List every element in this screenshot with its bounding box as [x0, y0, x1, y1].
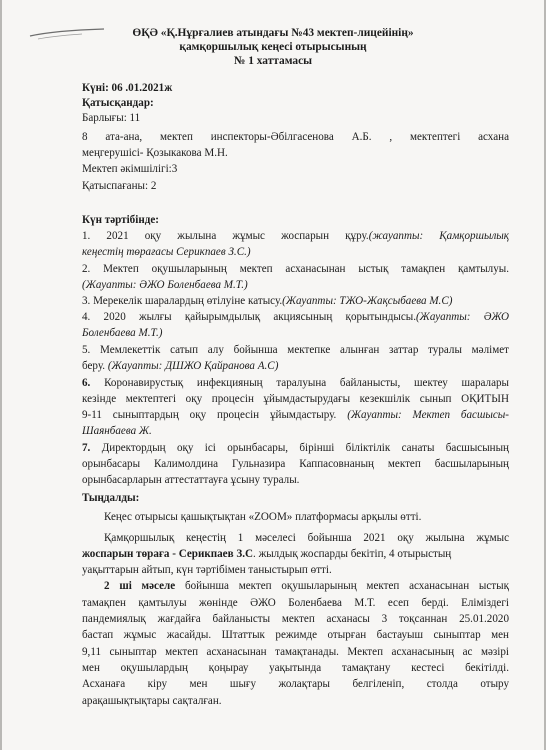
- attendees-absent: Қатыспағаны: 2: [82, 180, 157, 192]
- heard-paragraph-3-line-2: тамақпен қамтылуы жөнінде ӘЖО Боленбаева М.Т. есеп берді. Еліміздегі: [82, 597, 509, 609]
- header-line-3: № 1 хаттамасы: [233, 55, 313, 67]
- heard-paragraph-1: Кеңес отырысы қашықтықтан «ZOOM» платформасы арқылы өтті.: [104, 511, 422, 523]
- agenda-item-6-responsible: Шаянбаева Ж.: [82, 425, 152, 437]
- heard-paragraph-2-line-2: жоспарын төраға - Серикпаев З.С. жылдық жоспарды бекітіп, 4 отырыстың: [82, 548, 452, 560]
- heard-paragraph-3-line-5: 9,11 сыныптар мектеп асханасынан тамақтанады. Мектеп асханасының ас мәзірі: [82, 646, 509, 658]
- meeting-date: Күні: 06 .01.2021ж: [82, 82, 173, 94]
- attendees-heading: Қатысқандар:: [82, 97, 154, 109]
- agenda-item-1-responsible: кеңестің төрағасы Серикпаев З.С.): [82, 246, 251, 258]
- agenda-item-5-line-1: 5. Мемлекеттік сатып алу бойынша мектепке алынған заттар туралы мәлімет: [82, 344, 509, 356]
- agenda-item-7-line-1: 7. Директордың оқу ісі орынбасары, бірінші біліктілік санаты басшысының: [82, 442, 509, 454]
- agenda-item-2-line-1: 2. Мектеп оқушыларының мектеп асханасынан ыстық тамақпен қамтылуы.: [82, 263, 509, 275]
- heard-paragraph-3-line-7: Асханаға кіру мен шығу жолақтары белгіленіп, столда отыру: [82, 678, 509, 690]
- heard-paragraph-3-line-3: пандемиялық жағдайға байланысты мектеп асханасы 3 тоқсаннан 25.01.2020: [82, 613, 509, 625]
- scan-left-edge: [0, 0, 2, 750]
- heard-paragraph-2-line-1: Қамқоршылық кеңестің 1 мәселесі бойынша 2021 оқу жылына жұмыс: [104, 532, 509, 544]
- agenda-item-6-line-1: 6. Коронавирустық инфекцияның таралуына байланысты, шектеу шаралары: [82, 377, 510, 389]
- agenda-item-4-responsible: Боленбаева М.Т.): [82, 327, 163, 339]
- agenda-item-3: 3. Мерекелік шаралардың өтілуіне катысу.(Жауапты: ТЖО-Жақсыбаева М.С): [82, 295, 453, 307]
- agenda-heading: Күн тәртібінде:: [82, 214, 159, 226]
- header-line-1: ӨҚӘ «Қ.Нұрғалиев атындағы №43 мектеп-лицейінің»: [132, 27, 414, 39]
- agenda-item-4-line-1: 4. 2020 жылғы қайырымдылық акциясының қорытындысы.(Жауапты: ӘЖО: [82, 311, 510, 323]
- heard-heading: Тыңдалды:: [82, 492, 140, 504]
- agenda-item-2-responsible: (Жауапты: ӘЖО Боленбаева М.Т.): [82, 279, 248, 291]
- attendees-admin: Мектеп әкімшілігі:3: [82, 163, 178, 175]
- agenda-item-7-line-2: орынбасары Калимолдина Гульназира Каппасовнаның мектеп басшыларының: [82, 458, 509, 470]
- agenda-item-6-line-2: кезінде мектептегі оқу процесін ұйымдастырудағы кезекшілік сынып ОҚИТЫН: [82, 393, 509, 405]
- attendees-parents-line-1: 8 ата-ана, мектеп инспекторы-Әбілгасенова А.Б. , мектептегі асхана: [82, 131, 509, 143]
- header-line-2: қамқоршылық кеңесі отырысының: [179, 41, 367, 53]
- agenda-item-1-line-1: 1. 2021 оқу жылына жұмыс жоспарын құру.(жауапты: Қамқоршылық: [82, 230, 509, 242]
- heard-paragraph-3-line-1: 2 ші мәселе бойынша мектеп оқушыларының мектеп асханасынан ыстық: [104, 580, 510, 592]
- attendees-total: Барлығы: 11: [82, 112, 141, 124]
- agenda-item-5-line-2: беру. (Жауапты: ДШЖО Қайранова А.С): [82, 360, 279, 372]
- agenda-item-7-line-3: орынбасарларын аттестаттауға ұсыну туралы.: [82, 474, 300, 486]
- heard-paragraph-2-line-3: уақыттарын айтып, күн тәртібімен таныстырып өтті.: [82, 564, 332, 576]
- attendees-parents-line-2: меңгерушісі- Қозыкакова М.Н.: [82, 147, 228, 159]
- heard-paragraph-3-line-6: мен оқушылардың қоңырау уақытында тамақтану кестесі бекітілді.: [82, 662, 509, 674]
- agenda-item-6-line-3: 9-11 сыныптардың оқу процесін ұйымдастыру. (Жауапты: Мектеп басшысы-: [82, 409, 509, 421]
- heard-paragraph-3-line-8: арақашықтықтары сақталған.: [82, 695, 222, 707]
- heard-paragraph-3-line-4: бастап жұмыс жасайды. Штаттык режимде отырған бастауыш сыныптар мен: [82, 629, 509, 641]
